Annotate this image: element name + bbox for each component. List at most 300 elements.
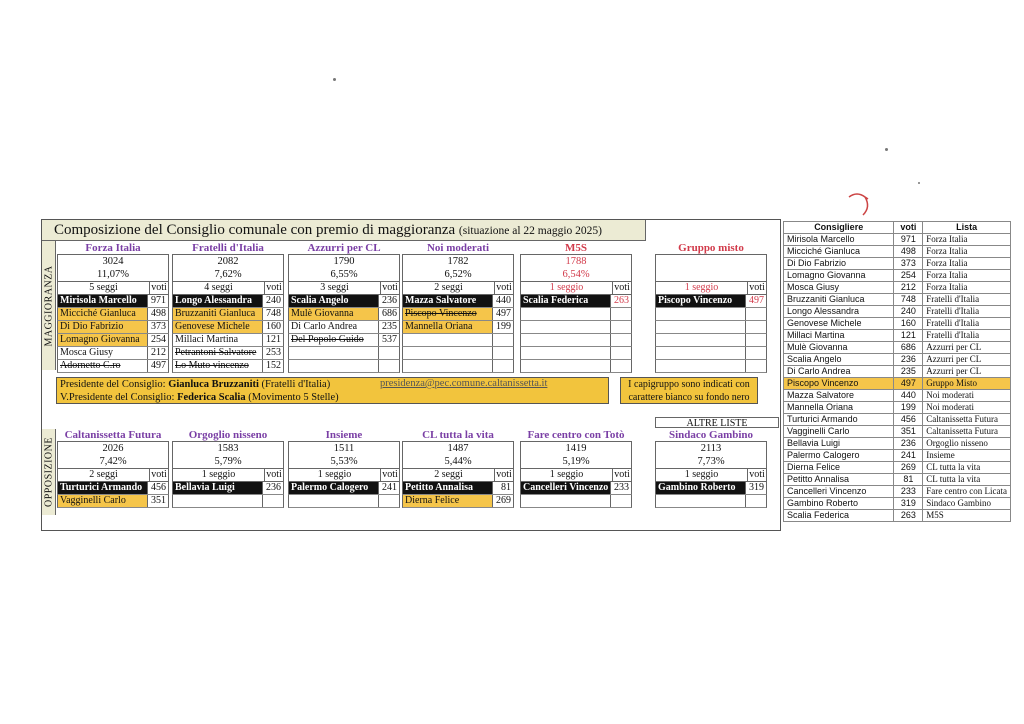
- party-seats: 1 seggio: [317, 469, 352, 480]
- party-percent: 6,52%: [402, 268, 514, 281]
- voti-header: voti: [494, 282, 513, 294]
- scan-speck: [333, 78, 336, 81]
- party-name: Orgoglio nisseno: [188, 429, 268, 441]
- member-row: [520, 347, 632, 360]
- scan-speck: [918, 182, 920, 184]
- member-votes: 253: [262, 347, 283, 359]
- member-row: [172, 308, 284, 321]
- col-lista: Lista: [923, 222, 1011, 234]
- presidenza-box: [56, 377, 609, 404]
- member-row: [57, 360, 169, 373]
- party-name: Gruppo misto: [678, 242, 744, 254]
- cell-consigliere: Petitto Annalisa: [784, 474, 894, 486]
- member-name: Piscopo Vincenzo: [656, 295, 745, 307]
- cell-consigliere: Vagginelli Carlo: [784, 426, 894, 438]
- member-row: [172, 482, 284, 495]
- member-name: Vagginelli Carlo: [58, 495, 147, 507]
- cell-voti: 160: [894, 318, 923, 330]
- cell-voti: 81: [894, 474, 923, 486]
- table-row: [784, 414, 1011, 426]
- seats-row: [655, 468, 767, 482]
- consiglieri-table: [783, 221, 1011, 522]
- member-votes: 971: [147, 295, 168, 307]
- member-votes: [610, 308, 631, 320]
- member-name: Mannella Oriana: [403, 321, 492, 333]
- member-name: [521, 347, 610, 359]
- cell-voti: 373: [894, 258, 923, 270]
- page-title: [42, 220, 646, 241]
- member-row: [520, 360, 632, 373]
- member-name: [656, 334, 745, 346]
- cell-voti: 351: [894, 426, 923, 438]
- cell-lista: Fare centro con Licata: [923, 486, 1011, 498]
- altre-liste-label: ALTRE LISTE: [655, 417, 779, 428]
- member-name: [289, 360, 378, 372]
- party-seats: 1 seggio: [549, 469, 584, 480]
- member-row: [288, 360, 400, 373]
- voti-header: voti: [494, 469, 513, 481]
- party-votes: 1511: [288, 441, 400, 455]
- member-votes: 440: [492, 295, 513, 307]
- cell-voti: 456: [894, 414, 923, 426]
- voti-header: voti: [149, 469, 168, 481]
- party-percent: 6,55%: [288, 268, 400, 281]
- cell-voti: 241: [894, 450, 923, 462]
- table-row: [784, 234, 1011, 246]
- cell-voti: 233: [894, 486, 923, 498]
- member-row: [655, 321, 767, 334]
- table-row: [784, 294, 1011, 306]
- party-seats: 2 seggi: [89, 469, 118, 480]
- member-votes: 121: [262, 334, 283, 346]
- presidente-party: (Fratelli d'Italia): [261, 379, 331, 390]
- table-header: [784, 222, 1011, 234]
- member-votes: [745, 360, 766, 372]
- member-name: [521, 495, 610, 507]
- cell-consigliere: Scalia Federica: [784, 510, 894, 522]
- cell-voti: 748: [894, 294, 923, 306]
- member-row: [172, 495, 284, 508]
- seats-row: [172, 468, 284, 482]
- cell-voti: 269: [894, 462, 923, 474]
- member-votes: 235: [378, 321, 399, 333]
- cell-consigliere: Dierna Felice: [784, 462, 894, 474]
- party-group: [402, 429, 514, 508]
- cell-voti: 686: [894, 342, 923, 354]
- member-row: [520, 308, 632, 321]
- voti-header: voti: [612, 469, 631, 481]
- party-group: [288, 242, 400, 373]
- party-votes: 2026: [57, 441, 169, 455]
- party-group: [655, 242, 767, 373]
- cell-lista: Azzurri per CL: [923, 366, 1011, 378]
- party-seats: 4 seggi: [204, 282, 233, 293]
- member-votes: [610, 360, 631, 372]
- member-votes: 81: [492, 482, 513, 494]
- member-votes: [745, 308, 766, 320]
- cell-consigliere: Micciché Gianluca: [784, 246, 894, 258]
- member-row: [57, 495, 169, 508]
- member-row: [172, 334, 284, 347]
- member-row: [288, 295, 400, 308]
- cell-consigliere: Bellavia Luigi: [784, 438, 894, 450]
- table-row: [784, 354, 1011, 366]
- member-name: [289, 347, 378, 359]
- member-row: [288, 482, 400, 495]
- member-row: [172, 347, 284, 360]
- capigruppo-note: I capigruppo sono indicati con carattere bianco su fondo nero: [620, 377, 758, 404]
- member-row: [520, 321, 632, 334]
- member-row: [655, 482, 767, 495]
- cell-lista: Fratelli d'Italia: [923, 306, 1011, 318]
- member-votes: 748: [262, 308, 283, 320]
- table-row: [784, 402, 1011, 414]
- cell-lista: Azzurri per CL: [923, 342, 1011, 354]
- member-votes: 686: [378, 308, 399, 320]
- table-row: [784, 462, 1011, 474]
- member-row: [288, 334, 400, 347]
- party-group: [520, 242, 632, 373]
- member-name: Mosca Giusy: [60, 347, 114, 358]
- member-name: [656, 495, 745, 507]
- cell-consigliere: Millaci Martina: [784, 330, 894, 342]
- cell-consigliere: Turturici Armando: [784, 414, 894, 426]
- member-votes: 498: [147, 308, 168, 320]
- party-percent: 5,19%: [520, 455, 632, 468]
- cell-lista: CL tutta la vita: [923, 462, 1011, 474]
- party-seats: 3 seggi: [320, 282, 349, 293]
- member-name: Di Dio Fabrizio: [58, 321, 147, 333]
- party-name: M5S: [565, 242, 587, 254]
- cell-consigliere: Mosca Giusy: [784, 282, 894, 294]
- cell-voti: 121: [894, 330, 923, 342]
- cell-lista: Noi moderati: [923, 390, 1011, 402]
- seats-row: [655, 281, 767, 295]
- table-row: [784, 366, 1011, 378]
- member-row: [57, 295, 169, 308]
- cell-consigliere: Palermo Calogero: [784, 450, 894, 462]
- cell-consigliere: Cancelleri Vincenzo: [784, 486, 894, 498]
- member-name: [656, 347, 745, 359]
- member-row: [402, 321, 514, 334]
- cell-consigliere: Gambino Roberto: [784, 498, 894, 510]
- member-row: [172, 295, 284, 308]
- cell-voti: 199: [894, 402, 923, 414]
- member-row: [57, 334, 169, 347]
- party-percent: 5,53%: [288, 455, 400, 468]
- party-name: Insieme: [325, 429, 363, 441]
- member-row: [655, 308, 767, 321]
- table-row: [784, 498, 1011, 510]
- email-link[interactable]: presidenza@pec.comune.caltanissetta.it: [380, 378, 548, 389]
- member-name: Piscopo Vincenzo: [403, 308, 492, 320]
- table-row: [784, 450, 1011, 462]
- member-row: [172, 360, 284, 373]
- member-votes: [610, 321, 631, 333]
- cell-consigliere: Di Carlo Andrea: [784, 366, 894, 378]
- cell-lista: Forza Italia: [923, 246, 1011, 258]
- cell-lista: Forza Italia: [923, 234, 1011, 246]
- member-name: Bellavia Luigi: [173, 482, 262, 494]
- table-row: [784, 486, 1011, 498]
- seats-row: [520, 281, 632, 295]
- member-row: [520, 482, 632, 495]
- seats-row: [288, 468, 400, 482]
- cell-consigliere: Mannella Oriana: [784, 402, 894, 414]
- member-votes: [745, 334, 766, 346]
- member-name: Mazza Salvatore: [403, 295, 492, 307]
- member-row: [288, 495, 400, 508]
- member-name: [656, 321, 745, 333]
- party-percent: [655, 268, 767, 281]
- cell-lista: Caltanissetta Futura: [923, 414, 1011, 426]
- member-votes: [610, 347, 631, 359]
- cell-lista: Fratelli d'Italia: [923, 330, 1011, 342]
- member-name: [289, 495, 378, 507]
- seats-row: [520, 468, 632, 482]
- member-votes: 497: [147, 360, 168, 372]
- member-row: [57, 347, 169, 360]
- member-row: [402, 482, 514, 495]
- cell-voti: 497: [894, 378, 923, 390]
- col-voti: voti: [894, 222, 923, 234]
- party-votes: 1790: [288, 254, 400, 268]
- table-row: [784, 282, 1011, 294]
- cell-lista: Sindaco Gambino: [923, 498, 1011, 510]
- cell-voti: 440: [894, 390, 923, 402]
- maggioranza-label: MAGGIORANZA: [43, 264, 54, 347]
- member-votes: 497: [492, 308, 513, 320]
- table-body: [784, 234, 1011, 522]
- cell-consigliere: Longo Alessandra: [784, 306, 894, 318]
- member-name: Petitto Annalisa: [403, 482, 492, 494]
- cell-lista: Caltanissetta Futura: [923, 426, 1011, 438]
- member-name: Turturici Armando: [58, 482, 147, 494]
- member-row: [655, 334, 767, 347]
- member-row: [288, 321, 400, 334]
- cell-lista: Fratelli d'Italia: [923, 318, 1011, 330]
- member-name: Scalia Federica: [521, 295, 610, 307]
- voti-header: voti: [149, 282, 168, 294]
- member-votes: 233: [610, 482, 631, 494]
- party-percent: 5,79%: [172, 455, 284, 468]
- member-votes: 269: [492, 495, 513, 507]
- cell-lista: Forza Italia: [923, 258, 1011, 270]
- member-votes: [262, 495, 283, 507]
- cell-lista: Noi moderati: [923, 402, 1011, 414]
- cell-lista: Forza Italia: [923, 282, 1011, 294]
- party-seats: 1 seggio: [549, 282, 584, 293]
- party-votes: 2082: [172, 254, 284, 268]
- party-name: Fare centro con Totò: [527, 429, 625, 441]
- member-votes: [610, 495, 631, 507]
- party-votes: 1782: [402, 254, 514, 268]
- member-votes: 152: [262, 360, 283, 372]
- member-votes: 199: [492, 321, 513, 333]
- member-name: Mulè Giovanna: [289, 308, 378, 320]
- seats-row: [172, 281, 284, 295]
- member-row: [288, 308, 400, 321]
- table-row: [784, 474, 1011, 486]
- party-name: Sindaco Gambino: [668, 429, 754, 441]
- party-group: [172, 429, 284, 508]
- vice-party: (Movimento 5 Stelle): [248, 392, 339, 403]
- party-percent: 6,54%: [520, 268, 632, 281]
- voti-header: voti: [380, 469, 399, 481]
- cell-consigliere: Mirisola Marcello: [784, 234, 894, 246]
- cell-voti: 319: [894, 498, 923, 510]
- cell-voti: 240: [894, 306, 923, 318]
- vice-label: V.Presidente del Consiglio:: [60, 392, 175, 403]
- cell-lista: M5S: [923, 510, 1011, 522]
- party-seats: 2 seggi: [434, 282, 463, 293]
- member-votes: 319: [745, 482, 766, 494]
- party-seats: 1 seggio: [684, 469, 719, 480]
- member-votes: [745, 321, 766, 333]
- party-name: Noi moderati: [426, 242, 489, 254]
- cell-voti: 254: [894, 270, 923, 282]
- member-name: Genovese Michele: [173, 321, 262, 333]
- cell-consigliere: Bruzzaniti Gianluca: [784, 294, 894, 306]
- party-group: [57, 242, 169, 373]
- cell-voti: 498: [894, 246, 923, 258]
- member-name: Lo Muto vincenzo: [175, 360, 249, 371]
- member-votes: [378, 495, 399, 507]
- opposizione-band: [42, 429, 56, 515]
- member-name: [521, 334, 610, 346]
- party-percent: 11,07%: [57, 268, 169, 281]
- party-seats: 1 seggio: [684, 282, 719, 293]
- cell-consigliere: Di Dio Fabrizio: [784, 258, 894, 270]
- member-votes: 241: [378, 482, 399, 494]
- member-name: Longo Alessandra: [173, 295, 262, 307]
- member-row: [520, 295, 632, 308]
- party-group: [57, 429, 169, 508]
- party-name: Caltanissetta Futura: [64, 429, 162, 441]
- member-name: Dierna Felice: [403, 495, 492, 507]
- member-name: [403, 334, 492, 346]
- party-seats: 5 seggi: [89, 282, 118, 293]
- cell-lista: CL tutta la vita: [923, 474, 1011, 486]
- voti-header: voti: [747, 469, 766, 481]
- cell-voti: 263: [894, 510, 923, 522]
- member-name: Di Carlo Andrea: [291, 321, 358, 332]
- member-name: [403, 347, 492, 359]
- member-votes: [745, 347, 766, 359]
- table-row: [784, 390, 1011, 402]
- member-row: [402, 347, 514, 360]
- seats-row: [57, 281, 169, 295]
- cell-voti: 235: [894, 366, 923, 378]
- table-row: [784, 270, 1011, 282]
- member-name: Mirisola Marcello: [58, 295, 147, 307]
- member-name: Millaci Martina: [175, 334, 239, 345]
- party-percent: 7,62%: [172, 268, 284, 281]
- party-percent: 5,44%: [402, 455, 514, 468]
- member-name: [521, 360, 610, 372]
- member-row: [57, 321, 169, 334]
- seats-row: [57, 468, 169, 482]
- cell-lista: Orgoglio nisseno: [923, 438, 1011, 450]
- party-votes: [655, 254, 767, 268]
- seats-row: [402, 281, 514, 295]
- party-group: [655, 429, 767, 508]
- table-row: [784, 246, 1011, 258]
- voti-header: voti: [612, 282, 631, 294]
- seats-row: [402, 468, 514, 482]
- member-votes: [492, 347, 513, 359]
- cell-lista: Insieme: [923, 450, 1011, 462]
- member-votes: 212: [147, 347, 168, 359]
- voti-header: voti: [747, 282, 766, 294]
- vice-line: [57, 391, 608, 404]
- cell-consigliere: Lomagno Giovanna: [784, 270, 894, 282]
- table-row: [784, 438, 1011, 450]
- member-row: [402, 360, 514, 373]
- member-name: [521, 308, 610, 320]
- member-name: Lomagno Giovanna: [58, 334, 147, 346]
- party-percent: 7,73%: [655, 455, 767, 468]
- cell-lista: Forza Italia: [923, 270, 1011, 282]
- member-name: Petrantoni Salvatore: [175, 347, 257, 358]
- presidente-name: Gianluca Bruzzaniti: [168, 379, 259, 390]
- member-row: [655, 495, 767, 508]
- member-row: [655, 347, 767, 360]
- member-votes: 254: [147, 334, 168, 346]
- table-row: [784, 258, 1011, 270]
- seats-row: [288, 281, 400, 295]
- cell-consigliere: Scalia Angelo: [784, 354, 894, 366]
- member-votes: [378, 347, 399, 359]
- party-seats: 1 seggio: [201, 469, 236, 480]
- party-percent: 7,42%: [57, 455, 169, 468]
- party-votes: 1583: [172, 441, 284, 455]
- member-votes: 240: [262, 295, 283, 307]
- member-votes: 263: [610, 295, 631, 307]
- table-row: [784, 426, 1011, 438]
- party-votes: 1487: [402, 441, 514, 455]
- presidente-label: Presidente del Consiglio:: [60, 379, 166, 390]
- member-votes: 236: [262, 482, 283, 494]
- member-votes: 373: [147, 321, 168, 333]
- vice-name: Federica Scalia: [177, 392, 246, 403]
- voti-header: voti: [264, 282, 283, 294]
- member-votes: [492, 334, 513, 346]
- maggioranza-band: [42, 241, 56, 370]
- party-name: CL tutta la vita: [422, 429, 494, 441]
- member-votes: 236: [378, 295, 399, 307]
- member-votes: 160: [262, 321, 283, 333]
- member-row: [57, 308, 169, 321]
- member-votes: 456: [147, 482, 168, 494]
- table-row: [784, 342, 1011, 354]
- member-name: Bruzzaniti Gianluca: [173, 308, 262, 320]
- title-main: Composizione del Consiglio comunale con premio di maggioranza: [54, 222, 456, 238]
- member-name: Gambino Roberto: [656, 482, 745, 494]
- party-votes: 2113: [655, 441, 767, 455]
- party-group: [288, 429, 400, 508]
- member-name: Cancelleri Vincenzo: [523, 482, 609, 493]
- member-row: [520, 495, 632, 508]
- member-name: Adornetto C.ro: [60, 360, 121, 371]
- voti-header: voti: [264, 469, 283, 481]
- member-row: [402, 295, 514, 308]
- member-name: Del Popolo Guido: [291, 334, 364, 345]
- member-row: [172, 321, 284, 334]
- cell-lista: Azzurri per CL: [923, 354, 1011, 366]
- member-name: Palermo Calogero: [289, 482, 378, 494]
- member-votes: 351: [147, 495, 168, 507]
